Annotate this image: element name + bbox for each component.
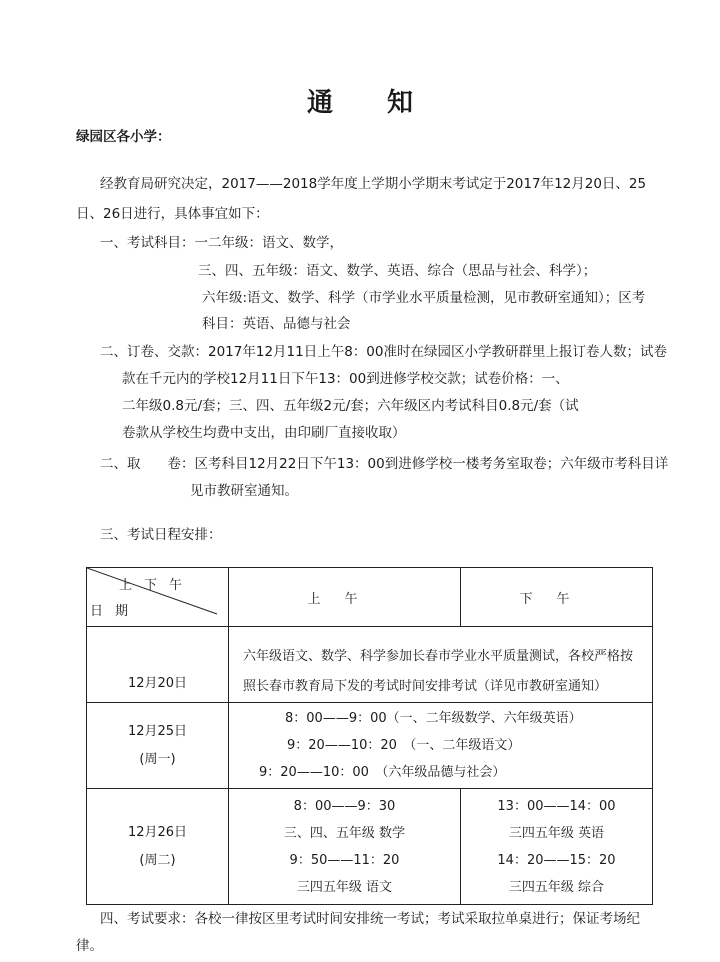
dec25-session-2: 9：20——10：20 （一、二年级语文） <box>287 738 521 753</box>
schedule-row-dec26 <box>87 789 653 905</box>
dec26-pm-line-1: 13：00——14：00 <box>497 798 616 814</box>
page-title <box>0 82 720 119</box>
schedule-table <box>86 567 653 905</box>
dec20-note-line-2: 照长春市教育局下发的考试时间安排考试（详见市教研室通知） <box>243 678 608 694</box>
date-label: 12月26日 <box>127 824 188 840</box>
section2-line-2: 款在千元内的学校12月11日下午13：00到进修学校交款；试卷价格：一、 <box>122 371 569 387</box>
title-char-2: 知 <box>387 88 414 118</box>
section1-line-2: 三、四、五年级：语文、数学、英语、综合（思品与社会、科学）； <box>198 263 597 279</box>
date-cell <box>87 703 229 789</box>
date-label: 12月25日 <box>127 723 188 739</box>
section1-line-1: 一、考试科目：一二年级：语文、数学， <box>100 235 343 251</box>
title-char-1: 通 <box>306 88 333 118</box>
weekday-label: (周一) <box>139 751 176 767</box>
corner-cell <box>87 568 229 627</box>
dec26-am-line-3: 9：50——11：20 <box>289 852 400 868</box>
column-header-pm: 下午 <box>461 568 653 627</box>
schedule-row-dec20 <box>87 627 653 703</box>
dec20-note-cell <box>229 627 653 703</box>
date-cell <box>87 789 229 905</box>
section3-heading: 三、考试日程安排： <box>100 527 222 543</box>
dec25-session-3: 9：20——10：00 （六年级品德与社会） <box>259 765 506 780</box>
dec20-note-line-1: 六年级语文、数学、科学参加长春市学业水平质量测试，各校严格按 <box>243 648 634 664</box>
section4-line-2: 律。 <box>76 938 103 954</box>
weekday-label: (周二) <box>139 852 176 868</box>
dec26-am-cell <box>229 789 461 905</box>
dec26-am-line-4: 三四五年级 语文 <box>296 879 393 895</box>
corner-bottom-label: 日期 <box>90 604 141 619</box>
date-label: 12月20日 <box>127 676 188 691</box>
schedule-header-row <box>87 568 653 627</box>
dec26-pm-line-4: 三四五年级 综合 <box>508 879 605 895</box>
section2-line-3: 二年级0.8元/套；三、四、五年级2元/套；六年级区内考试科目0.8元/套（试 <box>122 398 579 414</box>
schedule-row-dec25 <box>87 703 653 789</box>
dec25-session-1: 8：00——9：00（一、二年级数学、六年级英语） <box>285 711 582 726</box>
dec26-pm-line-2: 三四五年级 英语 <box>508 825 605 841</box>
section1-line-3: 六年级:语文、数学、科学（市学业水平质量检测，见市教研室通知）；区考 <box>202 290 646 306</box>
addressee: 绿园区各小学： <box>76 129 171 145</box>
intro-line-2: 日、26日进行，具体事宜如下： <box>76 206 269 222</box>
dec26-pm-line-3: 14：20——15：20 <box>497 852 616 868</box>
corner-top-label: 上下午 <box>119 578 195 593</box>
dec26-am-line-1: 8：00——9：30 <box>293 798 396 814</box>
intro-line-1: 经教育局研究决定，2017——2018学年度上学期小学期末考试定于2017年12月20日、25 <box>100 176 647 192</box>
section4-line-1: 四、考试要求：各校一律按区里考试时间安排统一考试；考试采取拉单桌进行；保证考场纪 <box>100 911 640 927</box>
section2-line-1: 二、订卷、交款：2017年12月11日上午8：00准时在绿园区小学教研群里上报订卷人数；试卷 <box>100 344 667 360</box>
column-header-am: 上午 <box>229 568 461 627</box>
date-cell <box>87 627 229 703</box>
section1-line-4: 科目：英语、品德与社会 <box>202 316 351 332</box>
section2-line-4: 卷款从学校生均费中支出，由印刷厂直接收取） <box>122 425 406 441</box>
dec25-am-cell <box>229 703 653 789</box>
pickup-line-2: 见市教研室通知。 <box>190 483 298 499</box>
pickup-line-1: 二、取 卷：区考科目12月22日下午13：00到进修学校一楼考务室取卷；六年级市考科目详 <box>100 456 669 472</box>
dec26-am-line-2: 三、四、五年级 数学 <box>283 825 406 841</box>
dec26-pm-cell <box>461 789 653 905</box>
